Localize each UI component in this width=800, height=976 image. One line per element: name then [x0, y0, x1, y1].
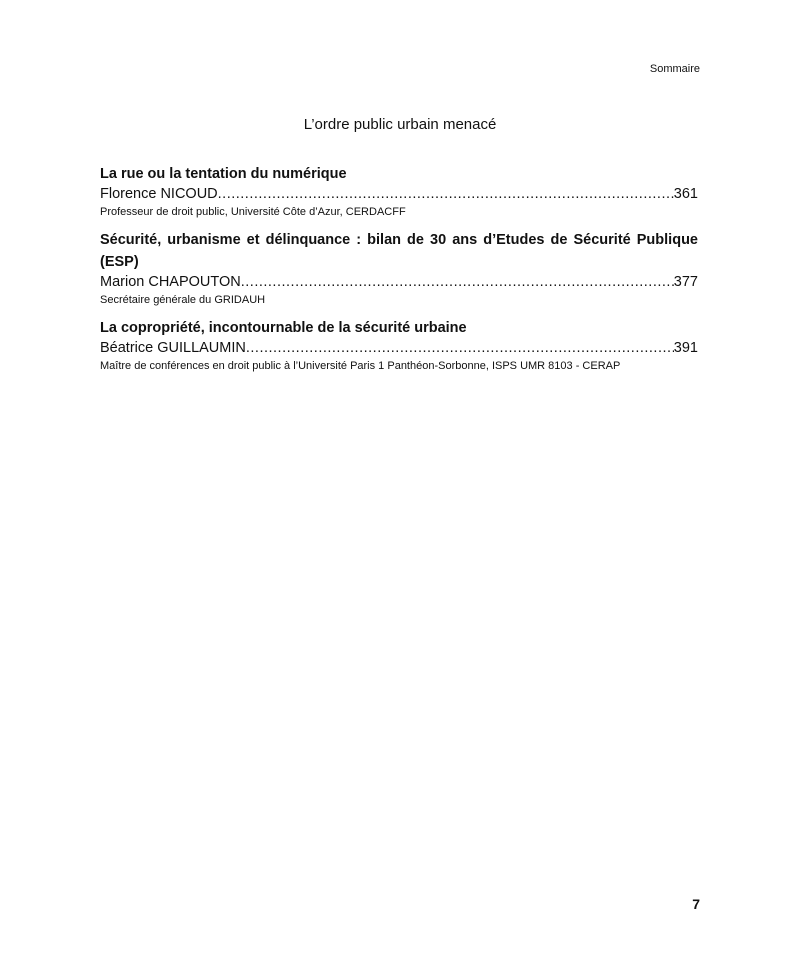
- page-reference: 391: [673, 340, 698, 356]
- entry-title: La copropriété, incontournable de la sécurité urbaine: [100, 320, 467, 336]
- author-name: Florence NICOUD: [100, 186, 218, 202]
- author-line: [100, 273, 698, 292]
- author-affiliation: Professeur de droit public, Université Côte d’Azur, CERDACFF: [100, 206, 406, 218]
- toc-entry: [100, 317, 698, 374]
- entry-title: La rue ou la tentation du numérique: [100, 166, 347, 182]
- table-of-contents: [100, 163, 698, 383]
- toc-entry: [100, 229, 698, 308]
- author-name: Marion CHAPOUTON: [100, 274, 241, 290]
- author-affiliation: Maître de conférences en droit public à l’Université Paris 1 Panthéon-Sorbonne, ISPS UMR 8103 - CERAP: [100, 360, 621, 372]
- toc-entry: [100, 163, 698, 220]
- page-number: 7: [692, 896, 700, 912]
- author-line: [100, 185, 698, 204]
- author-name: Béatrice GUILLAUMIN: [100, 340, 246, 356]
- page-reference: 361: [673, 186, 698, 202]
- dot-leader: [218, 185, 674, 204]
- dot-leader: [246, 339, 674, 358]
- author-line: [100, 339, 698, 358]
- section-title: L’ordre public urbain menacé: [303, 116, 497, 133]
- dot-leader: [241, 273, 674, 292]
- entry-title: Sécurité, urbanisme et délinquance : bilan de 30 ans d’Etudes de Sécurité Publique (ESP): [100, 232, 698, 270]
- running-header: Sommaire: [649, 63, 700, 75]
- page-reference: 377: [673, 274, 698, 290]
- author-affiliation: Secrétaire générale du GRIDAUH: [100, 294, 266, 306]
